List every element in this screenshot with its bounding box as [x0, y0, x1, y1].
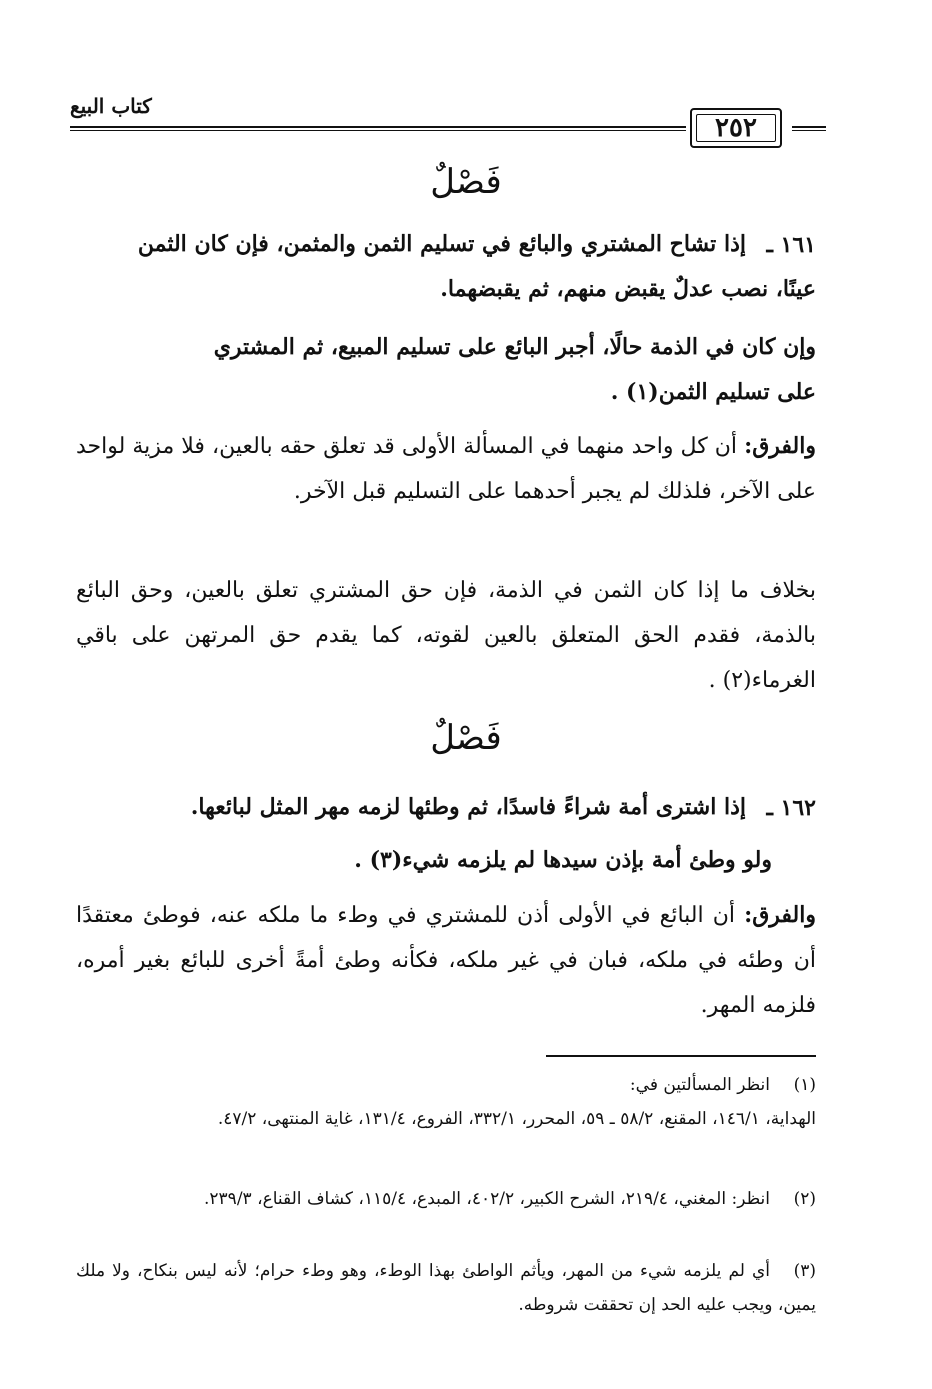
- difference-label: والفرق:: [744, 433, 816, 459]
- page-number-text: ٢٥٢: [715, 113, 757, 143]
- issue-number: ١٦١ ـ: [766, 232, 816, 258]
- difference-label: والفرق:: [744, 902, 816, 928]
- issue-line: إذا اشترى أمة شراءً فاسدًا، ثم وطئها لزمه مهر المثل لبائعها.: [190, 794, 746, 820]
- footnote-separator: [546, 1055, 816, 1057]
- section-heading: فَصْلٌ: [430, 718, 502, 758]
- difference-paragraph: [76, 424, 816, 514]
- footnote-number: (١): [793, 1075, 816, 1095]
- header-rule-thin: [70, 130, 686, 131]
- running-header: [70, 94, 826, 154]
- footnote-text: أي لم يلزمه شيء من المهر، ويأثم الواطئ بهذا الوطء، وهو وطء حرام؛ لأنه ليس بنكاح، ولا ملك يمين، ويجب عليه الحد إن تحققت شروطه.: [76, 1261, 816, 1315]
- footnote-number: (٣): [793, 1261, 816, 1281]
- footnote-text: انظر: المغني، ٢١٩/٤، الشرح الكبير، ٤٠٢/٢، المبدع، ١١٥/٤، كشاف القناع، ٢٣٩/٣.: [204, 1189, 770, 1209]
- footnote: [76, 1182, 816, 1216]
- header-rule-right: [792, 126, 826, 128]
- issue-line: إذا تشاح المشتري والبائع في تسليم الثمن والمثمن، فإن كان الثمن: [137, 231, 746, 257]
- page-number: [690, 108, 782, 148]
- footnote-text: الهداية، ١٤٦/١، المقنع، ٥٨/٢ ـ ٥٩، المحرر، ٣٣٢/١، الفروع، ١٣١/٤، غاية المنتهى، ٤٧/٢.: [217, 1109, 816, 1129]
- issue-number: ١٦٢ ـ: [766, 795, 816, 821]
- footnote: [76, 1068, 816, 1136]
- difference-text: أن البائع في الأولى أذن للمشتري في وطء ما ملكه عنه، فوطئ معتقدًا أن وطئه في ملكه، فبان في غير ملكه، فكأنه وطئ أمةً أخرى للبائع بغير أمره، فلزمه المهر.: [76, 903, 816, 1018]
- header-rule: [70, 126, 686, 128]
- issue-second-case: على تسليم الثمن(١) .: [610, 379, 816, 405]
- section-heading: فَصْلٌ: [430, 162, 502, 202]
- contrast-paragraph: بخلاف ما إذا كان الثمن في الذمة، فإن حق المشتري تعلق بالعين، وحق البائع بالذمة، فقدم الحق المتعلق بالعين لقوته، كما يقدم حق المرتهن على باقي الغرماء(٢) .: [76, 578, 816, 693]
- issue-second-case: وإن كان في الذمة حالًا، أجبر البائع على تسليم المبيع، ثم المشتري: [213, 334, 816, 360]
- issue-line: عينًا، نصب عدلٌ يقبض منهم، ثم يقبضهما.: [440, 276, 816, 302]
- difference-text: أن كل واحد منهما في المسألة الأولى قد تعلق حقه بالعين، فلا مزية لواحد على الآخر، فلذلك لم يجبر أحدهما على التسليم قبل الآخر.: [76, 434, 816, 504]
- footnote: [76, 1254, 816, 1322]
- footnote-text: انظر المسألتين في:: [629, 1075, 770, 1095]
- header-rule-right-thin: [792, 130, 826, 131]
- footnote-number: (٢): [793, 1189, 816, 1209]
- book-title: كتاب البيع: [70, 94, 152, 118]
- issue-second-case: ولو وطئ أمة بإذن سيدها لم يلزمه شيء(٣) .: [354, 847, 772, 873]
- difference-paragraph: [76, 893, 816, 1028]
